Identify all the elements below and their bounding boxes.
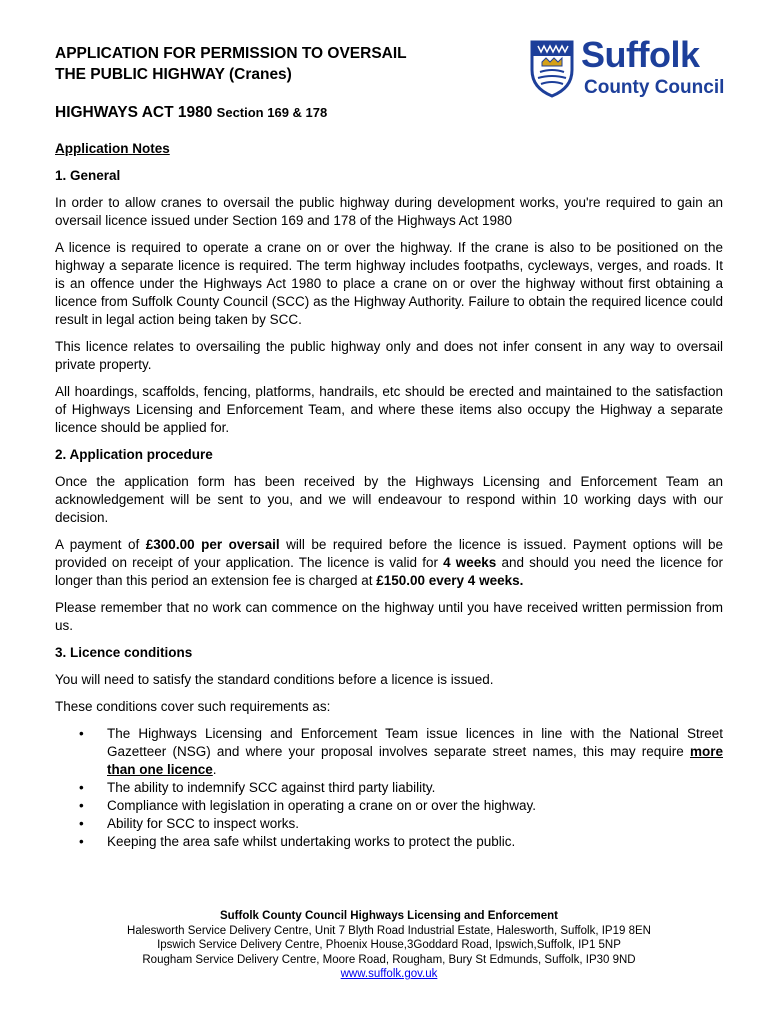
footer-heading: Suffolk County Council Highways Licensing and Enforcement — [219, 910, 558, 922]
general-paragraph-2: A licence is required to operate a crane on or over the highway. If the crane is also to be positioned on the highway a separate licence is required. The term highway includes footpaths, cycleways, verges, and roads. It is an offence under the Highways Act 1980 to place a crane on or over the highway without first obtaining a licence from Suffolk County Council (SCC) as the Highway Authority. Failure to obtain the required licence could result in legal action being taken by SCC. — [55, 240, 723, 327]
logo-subtitle: County Council — [584, 77, 725, 98]
title-line-1: APPLICATION FOR PERMISSION TO OVERSAIL — [55, 45, 407, 62]
extension-fee: £150.00 every 4 weeks. — [376, 573, 524, 588]
procedure-heading: 2. Application procedure — [55, 447, 213, 462]
act-name: HIGHWAYS ACT 1980 — [55, 104, 213, 121]
payment-text-a: A payment of — [55, 537, 146, 552]
condition-1-text-a: The Highways Licensing and Enforcement Team issue licences in line with the National Street Gazetteer (NSG) and where your proposal involves separate street names, this may require — [107, 726, 723, 759]
payment-text-b: will be required before the licence is issued. Payment options will be provided on receipt of your application. The licence is valid for — [55, 537, 723, 570]
general-heading: 1. General — [55, 168, 121, 183]
website-link[interactable]: www.suffolk.gov.uk — [340, 968, 438, 980]
footer-address-rougham: Rougham Service Delivery Centre, Moore Road, Rougham, Bury St Edmunds, Suffolk, IP30 9ND — [142, 953, 636, 966]
document-title — [55, 43, 495, 85]
payment-text-c: and should you need the licence for longer than this period an extension fee is charged at — [55, 555, 724, 588]
page-footer — [55, 909, 723, 982]
act-heading — [55, 104, 327, 122]
list-item: • The ability to indemnify SCC against third party liability. — [107, 779, 723, 797]
conditions-list — [55, 725, 723, 851]
conditions-paragraph-2: These conditions cover such requirements as: — [55, 699, 331, 714]
list-item: • Ability for SCC to inspect works. — [107, 815, 723, 833]
footer-address-ipswich: Ipswich Service Delivery Centre, Phoenix House,3Goddard Road, Ipswich,Suffolk, IP1 5NP — [157, 939, 621, 951]
oversail-fee: £300.00 per oversail — [145, 537, 280, 552]
procedure-paragraph-2 — [55, 536, 723, 590]
crest-shield-icon — [528, 38, 576, 98]
list-item — [107, 725, 723, 779]
validity-period: 4 weeks — [443, 555, 497, 570]
list-item: • Keeping the area safe whilst undertaking works to protect the public. — [107, 833, 723, 851]
footer-address-halesworth: Halesworth Service Delivery Centre, Unit 7 Blyth Road Industrial Estate, Halesworth, Suffolk, IP19 8EN — [127, 924, 651, 937]
document-body — [55, 140, 723, 851]
general-paragraph-3: This licence relates to oversailing the public highway only and does not infer consent in any way to oversail private property. — [55, 339, 723, 372]
procedure-paragraph-1: Once the application form has been received by the Highways Licensing and Enforcement Team an acknowledgement will be sent to you, and we will endeavour to respond within 10 working days with our decision. — [55, 474, 723, 525]
list-item: • Compliance with legislation in operating a crane on or over the highway. — [107, 797, 723, 815]
title-line-2: THE PUBLIC HIGHWAY (Cranes) — [55, 66, 292, 83]
more-than-one-licence-link[interactable]: more than one licence — [107, 744, 723, 777]
conditions-heading: 3. Licence conditions — [55, 645, 193, 660]
general-paragraph-4: All hoardings, scaffolds, fencing, platforms, handrails, etc should be erected and maintained to the satisfaction of Highways Licensing and Enforcement Team, and where these items also occupy the Highway a separate licence should be applied for. — [55, 384, 723, 435]
logo-name: Suffolk — [581, 34, 700, 75]
condition-1-text-b: . — [212, 762, 217, 777]
procedure-paragraph-3: Please remember that no work can commence on the highway until you have received written permission from us. — [55, 600, 723, 633]
notes-heading: Application Notes — [55, 141, 170, 156]
general-paragraph-1: In order to allow cranes to oversail the public highway during development works, you're required to gain an oversail licence issued under Section 169 and 178 of the Highways Act 1980 — [55, 195, 723, 228]
conditions-paragraph-1: You will need to satisfy the standard conditions before a licence is issued. — [55, 672, 494, 687]
act-section: Section 169 & 178 — [216, 105, 328, 120]
suffolk-logo — [528, 34, 733, 100]
